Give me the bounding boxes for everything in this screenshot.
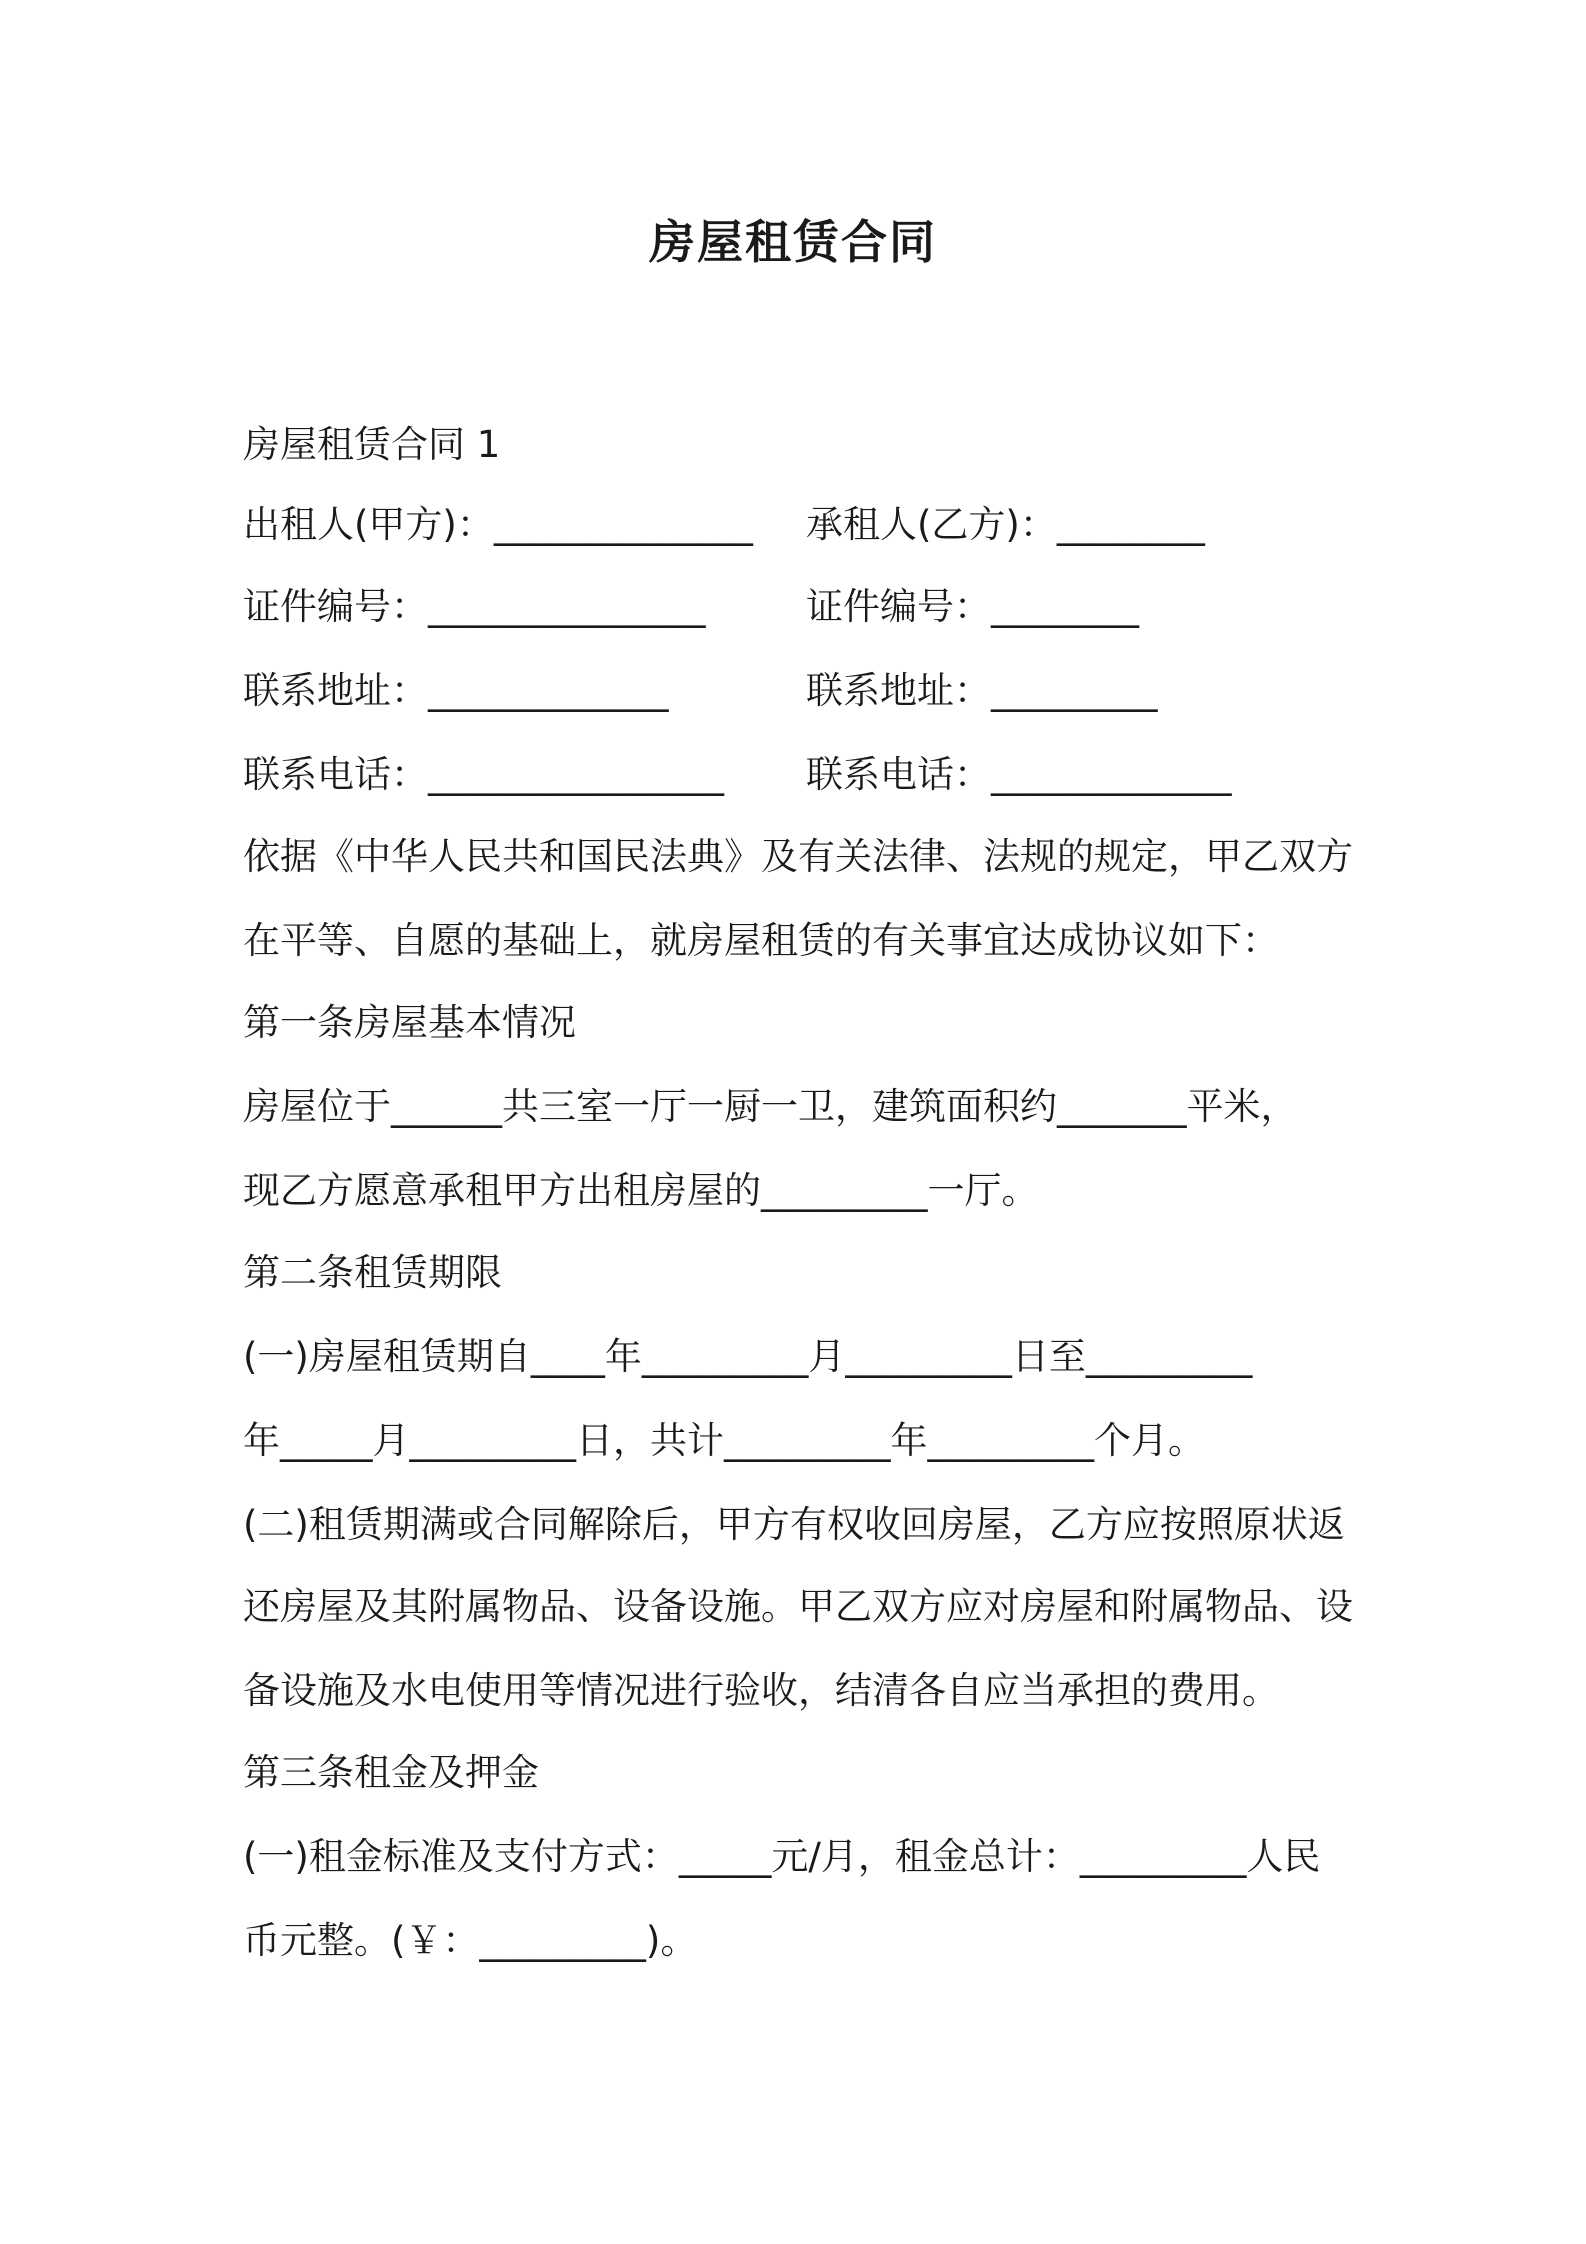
article1-line-1: 房屋位于______共三室一厅一厨一卫，建筑面积约_______平米， — [243, 1085, 1298, 1128]
lessee-id-field: 证件编号：________ — [806, 585, 1139, 628]
article2-line-3: (二)租赁期满或合同解除后，甲方有权收回房屋，乙方应按照原状返 — [243, 1503, 1345, 1546]
article3-line-1: (一)租金标准及支付方式：_____元/月，租金总计：_________人民 — [243, 1835, 1321, 1878]
article1-heading: 第一条房屋基本情况 — [243, 1001, 576, 1044]
lessor-field: 出租人(甲方)：______________ — [243, 503, 753, 546]
article2-line-5: 备设施及水电使用等情况进行验收，结清各自应当承担的费用。 — [243, 1669, 1279, 1712]
article1-line-2: 现乙方愿意承租甲方出租房屋的_________一厅。 — [243, 1169, 1039, 1212]
contract-subtitle: 房屋租赁合同 1 — [243, 423, 501, 466]
article2-line-1: (一)房屋租赁期自____年_________月_________日至_________ — [243, 1335, 1253, 1378]
lessor-phone-field: 联系电话：________________ — [243, 753, 724, 796]
lessor-address-field: 联系地址：_____________ — [243, 669, 669, 712]
lessor-id-field: 证件编号：_______________ — [243, 585, 706, 628]
article3-line-2: 币元整。(￥：_________)。 — [243, 1919, 698, 1962]
lessee-phone-field: 联系电话：_____________ — [806, 753, 1232, 796]
intro-line-2: 在平等、自愿的基础上，就房屋租赁的有关事宜达成协议如下： — [243, 919, 1279, 962]
article2-line-4: 还房屋及其附属物品、设备设施。甲乙双方应对房屋和附属物品、设 — [243, 1585, 1353, 1628]
article3-heading: 第三条租金及押金 — [243, 1751, 539, 1794]
lessee-address-field: 联系地址：_________ — [806, 669, 1158, 712]
intro-line-1: 依据《中华人民共和国民法典》及有关法律、法规的规定，甲乙双方 — [243, 835, 1353, 878]
lessee-field: 承租人(乙方)：________ — [806, 503, 1205, 546]
document-title: 房屋租赁合同 — [649, 215, 937, 269]
article2-heading: 第二条租赁期限 — [243, 1251, 502, 1294]
article2-line-2: 年_____月_________日，共计_________年_________个月。 — [243, 1419, 1205, 1462]
